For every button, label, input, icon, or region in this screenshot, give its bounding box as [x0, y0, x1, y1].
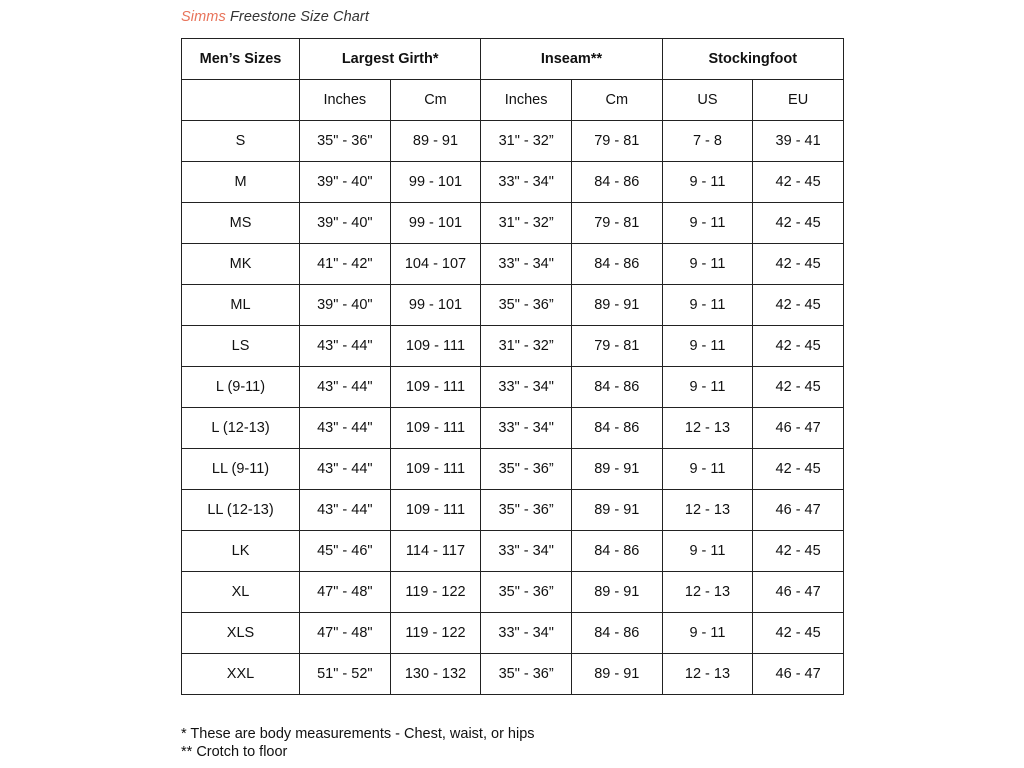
cell-stockingfoot-eu: 39 - 41 [753, 121, 844, 162]
cell-inseam-cm: 84 - 86 [571, 367, 662, 408]
cell-girth-cm: 119 - 122 [390, 572, 481, 613]
cell-inseam-cm: 84 - 86 [571, 408, 662, 449]
cell-girth-cm: 99 - 101 [390, 285, 481, 326]
chart-title-text: Freestone Size Chart [229, 9, 369, 25]
size-rows [182, 121, 844, 695]
cell-girth-cm: 89 - 91 [390, 121, 481, 162]
cell-size: XLS [182, 613, 300, 654]
cell-inseam-cm: 89 - 91 [571, 449, 662, 490]
cell-stockingfoot-eu: 42 - 45 [753, 244, 844, 285]
cell-stockingfoot-us: 9 - 11 [662, 531, 753, 572]
cell-girth-cm: 109 - 111 [390, 367, 481, 408]
cell-size: XXL [182, 654, 300, 695]
cell-size: M [182, 162, 300, 203]
cell-inseam-inches: 33" - 34" [481, 408, 572, 449]
cell-stockingfoot-us: 12 - 13 [662, 654, 753, 695]
cell-girth-cm: 130 - 132 [390, 654, 481, 695]
cell-girth-cm: 104 - 107 [390, 244, 481, 285]
table-row [182, 572, 844, 613]
cell-stockingfoot-us: 9 - 11 [662, 326, 753, 367]
cell-girth-inches: 39" - 40" [300, 203, 391, 244]
cell-inseam-cm: 79 - 81 [571, 203, 662, 244]
cell-girth-inches: 43" - 44" [300, 367, 391, 408]
footnote-crotch-to-floor: ** Crotch to floor [181, 744, 288, 760]
cell-inseam-inches: 33" - 34" [481, 531, 572, 572]
footnotes [181, 725, 535, 761]
subheader-stockingfoot-eu: EU [753, 80, 844, 121]
cell-inseam-cm: 89 - 91 [571, 285, 662, 326]
cell-inseam-inches: 31" - 32” [481, 121, 572, 162]
subheader-inseam-inches: Inches [481, 80, 572, 121]
cell-girth-inches: 47" - 48" [300, 572, 391, 613]
cell-stockingfoot-eu: 46 - 47 [753, 408, 844, 449]
subheader-blank [182, 80, 300, 121]
cell-girth-cm: 119 - 122 [390, 613, 481, 654]
cell-stockingfoot-eu: 42 - 45 [753, 449, 844, 490]
cell-stockingfoot-us: 12 - 13 [662, 408, 753, 449]
cell-stockingfoot-eu: 42 - 45 [753, 203, 844, 244]
cell-inseam-inches: 35" - 36” [481, 285, 572, 326]
cell-size: S [182, 121, 300, 162]
cell-inseam-inches: 33" - 34" [481, 162, 572, 203]
cell-stockingfoot-eu: 42 - 45 [753, 367, 844, 408]
chart-title [181, 9, 369, 25]
cell-stockingfoot-us: 9 - 11 [662, 203, 753, 244]
cell-girth-inches: 45" - 46" [300, 531, 391, 572]
header-largest-girth: Largest Girth* [300, 39, 481, 80]
cell-stockingfoot-eu: 46 - 47 [753, 654, 844, 695]
table-row [182, 244, 844, 285]
cell-size: LS [182, 326, 300, 367]
cell-inseam-inches: 31" - 32” [481, 203, 572, 244]
cell-inseam-cm: 84 - 86 [571, 162, 662, 203]
cell-inseam-inches: 35" - 36” [481, 490, 572, 531]
cell-stockingfoot-us: 9 - 11 [662, 285, 753, 326]
header-inseam: Inseam** [481, 39, 662, 80]
cell-inseam-cm: 84 - 86 [571, 244, 662, 285]
cell-girth-cm: 114 - 117 [390, 531, 481, 572]
table-row [182, 203, 844, 244]
cell-stockingfoot-eu: 42 - 45 [753, 531, 844, 572]
cell-stockingfoot-eu: 42 - 45 [753, 285, 844, 326]
cell-inseam-cm: 89 - 91 [571, 654, 662, 695]
table-row [182, 613, 844, 654]
table-row [182, 367, 844, 408]
table-row [182, 285, 844, 326]
cell-girth-inches: 47" - 48" [300, 613, 391, 654]
cell-size: LK [182, 531, 300, 572]
cell-stockingfoot-eu: 42 - 45 [753, 326, 844, 367]
cell-girth-inches: 43" - 44" [300, 490, 391, 531]
table-row [182, 121, 844, 162]
size-chart-table [181, 38, 844, 695]
cell-girth-inches: 43" - 44" [300, 408, 391, 449]
cell-girth-inches: 43" - 44" [300, 449, 391, 490]
cell-stockingfoot-eu: 42 - 45 [753, 613, 844, 654]
table-row [182, 490, 844, 531]
cell-stockingfoot-eu: 46 - 47 [753, 572, 844, 613]
cell-size: MS [182, 203, 300, 244]
cell-size: ML [182, 285, 300, 326]
cell-size: L (9-11) [182, 367, 300, 408]
group-header-row [182, 39, 844, 80]
cell-girth-inches: 35" - 36" [300, 121, 391, 162]
cell-girth-cm: 99 - 101 [390, 203, 481, 244]
cell-girth-inches: 51" - 52" [300, 654, 391, 695]
table-row [182, 654, 844, 695]
subheader-girth-inches: Inches [300, 80, 391, 121]
cell-stockingfoot-us: 9 - 11 [662, 613, 753, 654]
cell-inseam-cm: 84 - 86 [571, 531, 662, 572]
cell-inseam-cm: 89 - 91 [571, 490, 662, 531]
cell-girth-inches: 39" - 40" [300, 162, 391, 203]
footnote-body-measurements: * These are body measurements - Chest, waist, or hips [181, 726, 535, 742]
cell-stockingfoot-us: 9 - 11 [662, 367, 753, 408]
cell-girth-inches: 41" - 42" [300, 244, 391, 285]
cell-inseam-inches: 35" - 36” [481, 654, 572, 695]
subheader-girth-cm: Cm [390, 80, 481, 121]
cell-size: LL (12-13) [182, 490, 300, 531]
cell-girth-cm: 109 - 111 [390, 408, 481, 449]
table-row [182, 162, 844, 203]
cell-size: L (12-13) [182, 408, 300, 449]
cell-stockingfoot-eu: 46 - 47 [753, 490, 844, 531]
cell-stockingfoot-us: 9 - 11 [662, 162, 753, 203]
cell-inseam-inches: 33" - 34" [481, 244, 572, 285]
cell-girth-cm: 109 - 111 [390, 490, 481, 531]
cell-girth-cm: 109 - 111 [390, 326, 481, 367]
cell-stockingfoot-eu: 42 - 45 [753, 162, 844, 203]
table-row [182, 408, 844, 449]
table-row [182, 531, 844, 572]
cell-girth-cm: 109 - 111 [390, 449, 481, 490]
cell-inseam-inches: 31" - 32” [481, 326, 572, 367]
cell-girth-inches: 39" - 40" [300, 285, 391, 326]
table-row [182, 449, 844, 490]
cell-stockingfoot-us: 7 - 8 [662, 121, 753, 162]
cell-girth-cm: 99 - 101 [390, 162, 481, 203]
cell-inseam-inches: 33" - 34" [481, 367, 572, 408]
brand-name: Simms [181, 9, 226, 25]
cell-stockingfoot-us: 9 - 11 [662, 244, 753, 285]
cell-stockingfoot-us: 12 - 13 [662, 572, 753, 613]
sub-header-row [182, 80, 844, 121]
cell-inseam-cm: 79 - 81 [571, 326, 662, 367]
table-row [182, 326, 844, 367]
subheader-inseam-cm: Cm [571, 80, 662, 121]
cell-girth-inches: 43" - 44" [300, 326, 391, 367]
cell-size: MK [182, 244, 300, 285]
cell-size: XL [182, 572, 300, 613]
cell-stockingfoot-us: 12 - 13 [662, 490, 753, 531]
cell-inseam-cm: 84 - 86 [571, 613, 662, 654]
cell-inseam-inches: 35" - 36” [481, 572, 572, 613]
cell-size: LL (9-11) [182, 449, 300, 490]
cell-inseam-inches: 35" - 36” [481, 449, 572, 490]
cell-inseam-cm: 79 - 81 [571, 121, 662, 162]
cell-inseam-cm: 89 - 91 [571, 572, 662, 613]
cell-stockingfoot-us: 9 - 11 [662, 449, 753, 490]
cell-inseam-inches: 33" - 34" [481, 613, 572, 654]
header-mens-sizes: Men’s Sizes [182, 39, 300, 80]
header-stockingfoot: Stockingfoot [662, 39, 843, 80]
subheader-stockingfoot-us: US [662, 80, 753, 121]
